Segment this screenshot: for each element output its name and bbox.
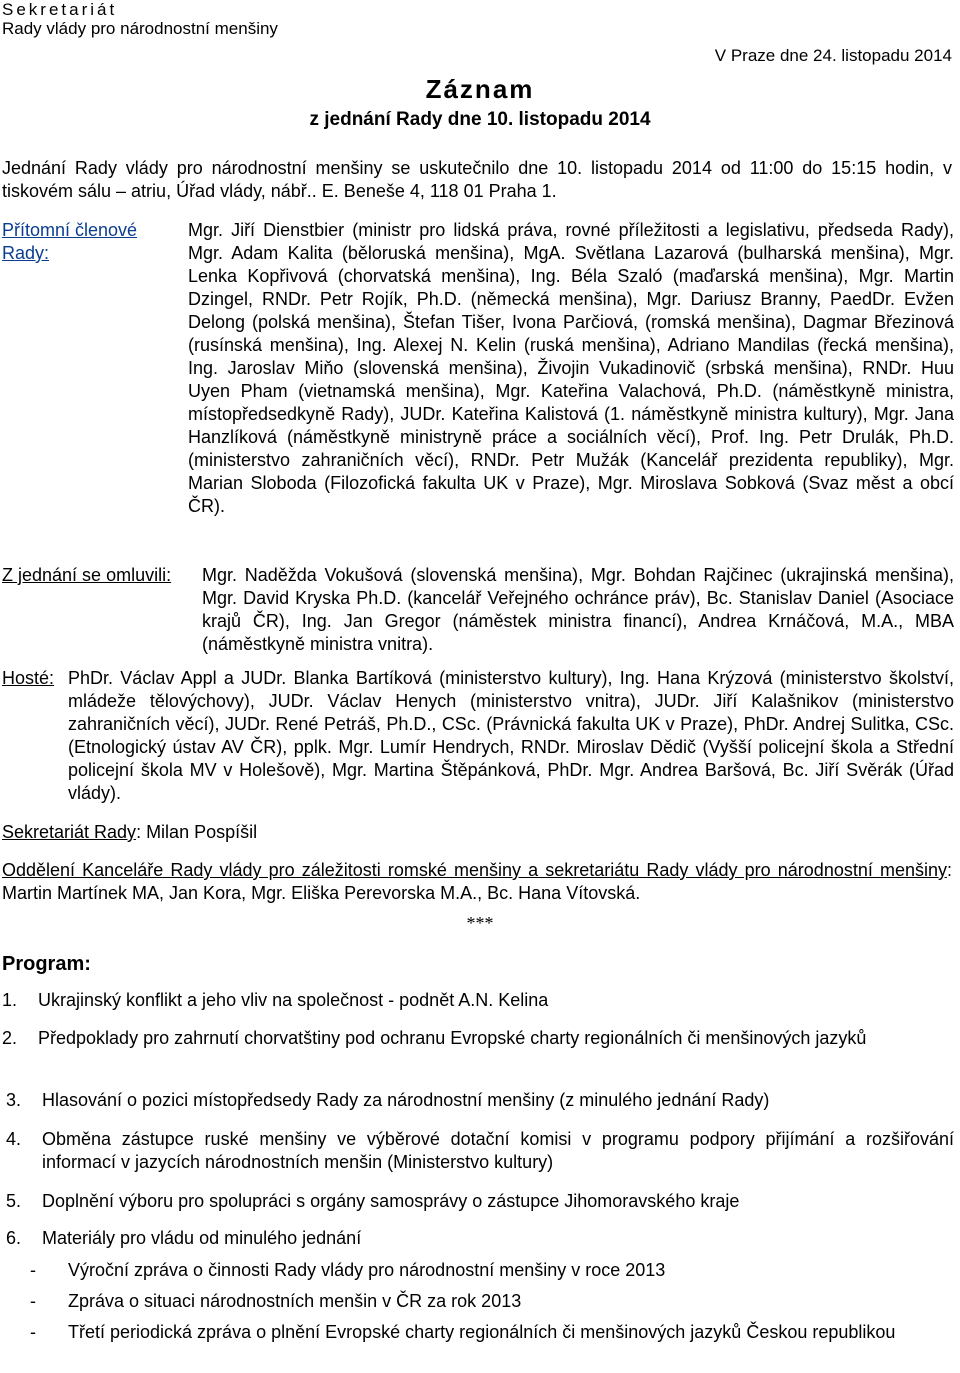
program-item — [2, 989, 954, 1012]
program-subitem — [30, 1321, 954, 1344]
guests-text: PhDr. Václav Appl a JUDr. Blanka Bartíková (ministerstvo kultury), Ing. Hana Krýzová (ministerstvo školství, mládeže tělovýchovy), JUDr. Václav Henych (ministerstvo vnitra), JUDr. Jiří Kalašnikov (ministerstvo zahraničních věcí), JUDr. René Petráš, Ph.D., CSc. (Právnická fakulta UK v Praze), PhDr. Andrej Sulitka, CSc. (Etnologický ústav AV ČR), pplk. Mgr. Lumír Hendrych, RNDr. Miroslav Dědič (Vyšší policejní škola a Střední policejní škola MV v Holešově), Mgr. Martina Štěpánková, PhDr. Mgr. Andrea Baršová, Bc. Jiří Svěrák (Úřad vlády). — [68, 668, 954, 803]
program-subitem-dash: - — [30, 1260, 36, 1280]
present-members-section — [2, 219, 954, 518]
program-item-text: Obměna zástupce ruské menšiny ve výběrové dotační komisi v programu podpory přijímání a rozšiřování informací v jazycích národnostních menšin (Ministerstvo kultury) — [42, 1129, 954, 1172]
header-council: Rady vlády pro národnostní menšiny — [2, 19, 278, 38]
secretariat-line — [2, 821, 952, 844]
program-subitem — [30, 1290, 954, 1313]
program-item-text: Ukrajinský konflikt a jeho vliv na společnost - podnět A.N. Kelina — [38, 990, 549, 1010]
program-subitem-dash: - — [30, 1291, 36, 1311]
secretariat-text: : Milan Pospíšil — [136, 822, 258, 842]
program-item — [2, 1089, 954, 1112]
program-item-text: Materiály pro vládu od minulého jednání — [42, 1228, 362, 1248]
office-line — [2, 859, 952, 905]
guests-label: Hosté: — [2, 668, 55, 688]
program-item-text: Předpoklady pro zahrnutí chorvatštiny pod ochranu Evropské charty regionálních či menšinových jazyků — [38, 1028, 867, 1048]
program-item — [2, 1190, 954, 1213]
guests-section — [2, 667, 954, 805]
present-members-label: Přítomní členové Rady: — [2, 220, 138, 263]
program-heading: Program: — [2, 953, 91, 975]
excused-label: Z jednání se omluvili: — [2, 565, 172, 585]
program-item-number: 5. — [6, 1191, 22, 1211]
document-subtitle: z jednání Rady dne 10. listopadu 2014 — [309, 109, 651, 130]
present-members-text: Mgr. Jiří Dienstbier (ministr pro lidská práva, rovné příležitosti a legislativu, předseda Rady), Mgr. Adam Kalita (běloruská menšina), MgA. Světlana Lazarová (bulharská menšina), Mgr. Lenka Kopřivová (chorvatská menšina), Ing. Béla Szaló (maďarská menšina), Mgr. Martin Dzingel, RNDr. Petr Rojík, Ph.D. (německá menšina), Mgr. Dariusz Branny, PaedDr. Evžen Delong (polská menšina), Štefan Tišer, Ivona Parčiová, (romská menšina), Dagmar Březinová (rusínská menšina), Ing. Alexej N. Kelin (ruská menšina), Adriano Mandilas (řecká menšina), Ing. Jaroslav Miňo (slovenská menšina), Živojin Vukadinovič (srbská menšina), RNDr. Huu Uyen Pham (vietnamská menšina), Mgr. Kateřina Valachová, Ph.D. (náměstkyně ministra, místopředsedkyně Rady), JUDr. Kateřina Kalistová (1. náměstkyně ministra kultury), Mgr. Jana Hanzlíková (náměstkyně ministryně práce a sociálních věcí), Prof. Ing. Petr Drulák, Ph.D. (ministerstvo zahraničních věcí), RNDr. Petr Mužák (Kancelář prezidenta republiky), Mgr. Marian Sloboda (Filozofická fakulta UK v Praze), Mgr. Miroslava Sobková (Svaz měst a obcí ČR). — [188, 220, 954, 516]
program-subitem-text: Třetí periodická zpráva o plnění Evropské charty regionálních či menšinových jazyků Českou republikou — [68, 1322, 896, 1342]
document-date: V Praze dne 24. listopadu 2014 — [714, 46, 952, 65]
program-item — [2, 1027, 954, 1050]
office-text: : Martin Martínek MA, Jan Kora, Mgr. Eliška Perevorska M.A., Bc. Hana Vítovská. — [2, 860, 952, 903]
excused-section — [2, 564, 954, 656]
program-item-number: 3. — [6, 1090, 22, 1110]
program-item — [2, 1227, 954, 1250]
program-item — [2, 1128, 954, 1174]
program-item-number: 1. — [2, 990, 18, 1010]
program-item-number: 4. — [6, 1129, 22, 1149]
program-item-text: Hlasování o pozici místopředsedy Rady za národnostní menšiny (z minulého jednání Rady) — [42, 1090, 770, 1110]
program-subitem — [30, 1259, 954, 1282]
program-item-number: 6. — [6, 1228, 22, 1248]
document-title: Záznam — [425, 74, 535, 104]
program-subitem-text: Výroční zpráva o činnosti Rady vlády pro národnostní menšiny v roce 2013 — [68, 1260, 666, 1280]
excused-text: Mgr. Naděžda Vokušová (slovenská menšina), Mgr. Bohdan Rajčinec (ukrajinská menšina), Mgr. David Kryska Ph.D. (kancelář Veřejného ochránce práv), Bc. Stanislav Daniel (Asociace krajů ČR), Ing. Jan Gregor (náměstek ministra financí), Andrea Krnáčová, M.A., MBA (náměstkyně ministra vnitra). — [202, 565, 954, 654]
program-item-number: 2. — [2, 1028, 18, 1048]
secretariat-label: Sekretariát Rady — [2, 822, 137, 842]
program-item-text: Doplnění výboru pro spolupráci s orgány samosprávy o zástupce Jihomoravského kraje — [42, 1191, 740, 1211]
office-label: Oddělení Kanceláře Rady vlády pro záležitosti romské menšiny a sekretariátu Rady vlády pro národnostní menšiny — [2, 860, 947, 880]
header-secretariat: Sekretariát — [2, 0, 118, 19]
program-subitem-dash: - — [30, 1322, 36, 1342]
intro-paragraph: Jednání Rady vlády pro národnostní menšiny se uskutečnilo dne 10. listopadu 2014 od 11:00 do 15:15 hodin, v tiskovém sálu – atriu, Úřad vlády, nábř.. E. Beneše 4, 118 01 Praha 1. — [2, 158, 952, 201]
program-subitem-text: Zpráva o situaci národnostních menšin v ČR za rok 2013 — [68, 1291, 522, 1311]
separator: *** — [466, 913, 494, 933]
